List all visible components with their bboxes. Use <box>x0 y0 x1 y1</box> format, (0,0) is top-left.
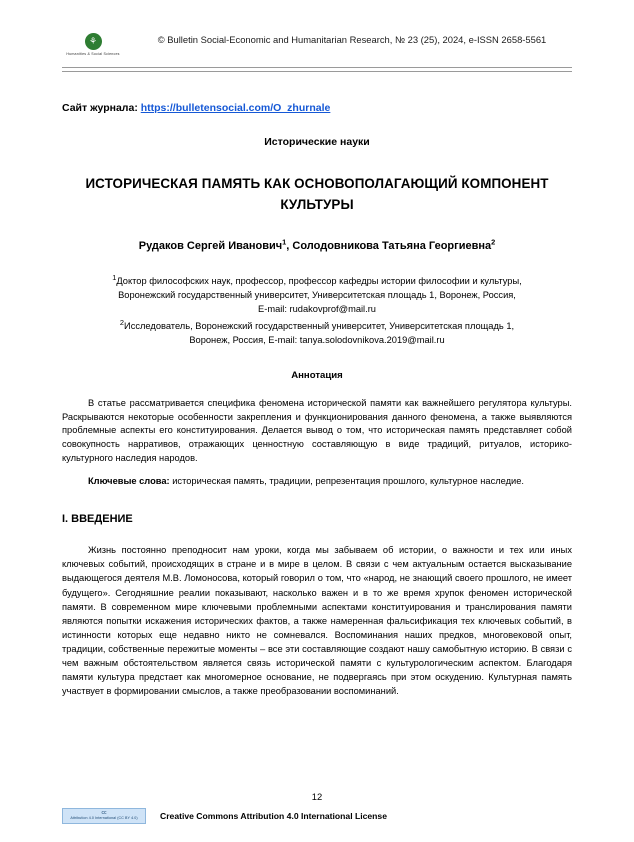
page-header <box>62 22 572 80</box>
journal-logo <box>62 24 124 66</box>
logo-glyph: ⚘ <box>88 35 98 46</box>
leaf-icon <box>85 33 102 50</box>
author-separator: , <box>286 239 293 252</box>
affiliation-1-line-2: Воронежский государственный университет, Университетская площадь 1, Воронеж, Россия, <box>118 289 516 300</box>
author-sup-2: 2 <box>491 236 496 246</box>
affiliation-1-line-1 <box>62 274 572 288</box>
affiliation-2-line-2: Воронеж, Россия, E-mail: tanya.solodovnikova.2019@mail.ru <box>189 335 445 346</box>
journal-site-link[interactable]: https://bulletensocial.com/O_zhurnale <box>140 102 331 114</box>
abstract-heading: Аннотация <box>291 369 343 381</box>
keywords <box>62 475 572 489</box>
affiliation-2-line-1 <box>62 319 572 333</box>
journal-site-line <box>62 102 572 114</box>
keywords-text: историческая память, традиции, репрезентация прошлого, культурное наследие. <box>172 476 524 487</box>
author-sup-1: 1 <box>282 236 287 246</box>
header-divider <box>62 67 572 72</box>
creative-commons-icon[interactable] <box>62 808 146 824</box>
affiliation-1-line-3: E-mail: rudakovprof@mail.ru <box>258 304 376 315</box>
running-title: © Bulletin Social-Economic and Humanitarian Research, № 23 (25), 2024, e-ISSN 2658-5561 <box>157 34 547 45</box>
body-paragraph: Жизнь постоянно преподносит нам уроки, когда мы забываем об истории, о важности и тех или иных ключевых событий, происходящих в стране и в мире в целом. В связи с чем актуальным остается высказывание выдающегося деятеля М.В. Ломоносова, который говорил о том, что «народ, не знающий своего прошлого, не имеет будущего». Сегодняшние реалии показывают, насколько важен и в то же время хрупок феномен исторической памяти. В современном мире ключевыми проблемными аспектами конституирования и транслирования памяти являются попытки искажения исторических фактов, а также намеренная фальсификация тех ключевых событий, в истинности которых еще недавно никто не сомневался. Воспоминания наших предков, многовековой опыт, традиции, собственные пережитые моменты – все эти составляющие создают нашу самобытную историю. В связи с чем важным обстоятельством является связь исторической памяти с культурологическим аспектом. Благодаря памяти культура предстает как многомерное основание, не подвергаясь при этом оскудению. Культурная память участвует в формировании смыслов, а также преобразовании воспоминаний. <box>62 545 572 697</box>
affiliation-2-text-1: Исследователь, Воронежский государственный университет, Университетская площадь 1, <box>124 320 515 331</box>
keywords-label: Ключевые слова: <box>88 476 170 487</box>
author-name-2: Солодовникова Татьяна Георгиевна <box>292 239 492 252</box>
affiliations <box>62 274 572 348</box>
license-label: Creative Commons Attribution 4.0 International License <box>160 811 387 821</box>
author-list <box>62 236 572 252</box>
cc-badge-bottom: Attribution 4.0 International (CC BY 4.0) <box>70 816 138 821</box>
affiliation-1-text-1: Доктор философских наук, профессор, профессор кафедры истории философии и культуры, <box>116 275 522 286</box>
affiliation-1-sup: 1 <box>112 272 117 282</box>
page-footer <box>62 808 572 824</box>
cc-badge-top: cc <box>101 810 107 817</box>
logo-caption: Humanities & Social Sciences <box>66 51 120 56</box>
affiliation-2-sup: 2 <box>119 317 125 327</box>
journal-site-label: Сайт журнала: <box>62 102 138 114</box>
section-kind: Исторические науки <box>264 136 370 148</box>
abstract-text: В статье рассматривается специфика феномена исторической памяти как важнейшего регулятора культуры. Раскрываются некоторые особенности закрепления и функционирования данного феномена, а также выявляются проблемные аспекты его конституирования. Делается вывод о том, что историческая память представляет собой совокупность нарративов, отражающих ценностную составляющую в виде традиций, ритуалов, историко-культурного наследия народов. <box>62 397 572 464</box>
page-title: ИСТОРИЧЕСКАЯ ПАМЯТЬ КАК ОСНОВОПОЛАГАЮЩИЙ КОМПОНЕНТ КУЛЬТУРЫ <box>85 176 549 212</box>
section-heading-introduction: I. ВВЕДЕНИЕ <box>62 513 133 526</box>
author-name-1: Рудаков Сергей Иванович <box>138 239 283 252</box>
page-number: 12 <box>311 791 323 802</box>
document-page <box>0 22 634 842</box>
